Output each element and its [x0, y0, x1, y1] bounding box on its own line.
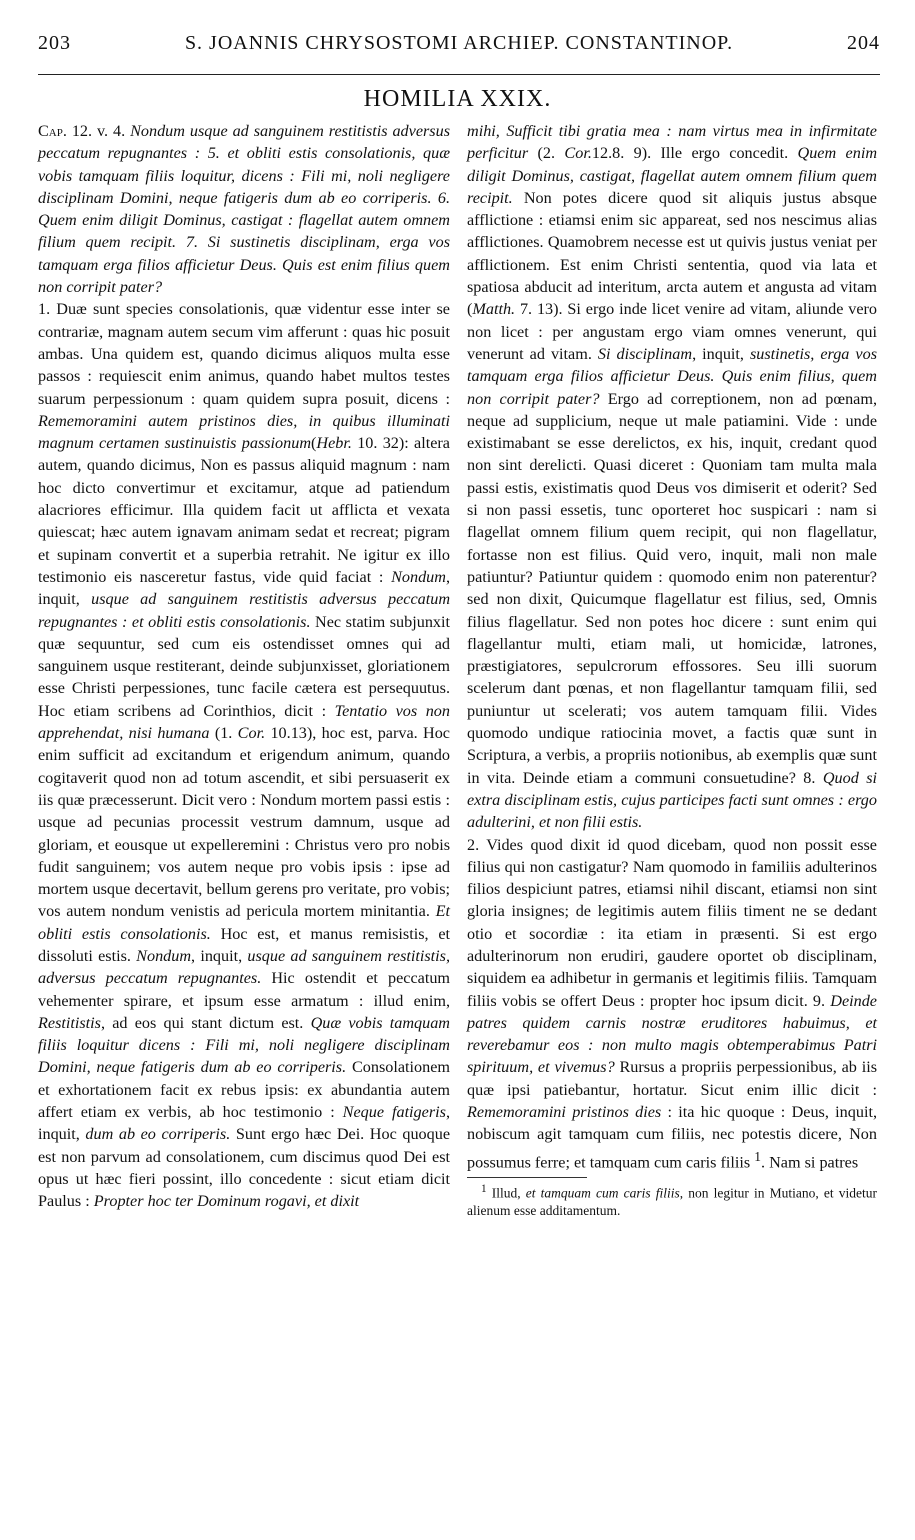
page-number-left: 203 [38, 32, 71, 54]
footnote-rule [467, 1177, 587, 1178]
footnote: $^1$ Illud, et tamquam cum caris filiis, non legitur in Mutiano, et videtur alienum esse additamentum. [467, 1183, 877, 1218]
homily-title: HOMILIA XXIX. [363, 86, 552, 112]
paragraph: 1. Duæ sunt species consolationis, quæ videntur esse inter se contrariæ, magnam autem secum vim afferunt : quas hic posuit ambas. Una quidem est, quando dicimus aliquos multa esse passos : requiescit enim animus, quando habet multos testes suarum perpessionum : quam quidem supra posuit, dicens : Rememoramini autem pristinos dies, in quibus illuminati magnum certamen sustinuistis passionum(Hebr. 10. 32): altera autem, quando dicimus, Non es passus aliquid magnum : nam hoc dicto convertimur et excitamur, atque ad patiendum alacriores efficimur. Illa quidem facit ut afflicta et vexata quiescat; hæc autem ignavam animam sedat et recreat; pigram et supinam convertit et a superbia retrahit. Ne igitur ex illo testimonio eis nasceretur fastus, vide quid faciat : Nondum, inquit, usque ad sanguinem restitistis adversus peccatum repugnantes : et obliti estis consolationis. Nec statim subjunxit quæ sequuntur, sed cum eis ostendisset omnes qui ad sanguinem usque restiterant, deinde subjunxisset, gloriationem esse Christi perpessiones, tunc facile cætera est persequutus. Hoc etiam scribens ad Corinthios, dicit : Tentatio vos non apprehendat, nisi humana (1. Cor. 10.13), hoc est, parva. Hoc enim sufficit ad excitandum et erigendum animum, quando cogitaverit quod non ad totum ascendit, et sibi persuaserit ex iis quæ præcesserunt. Dicit vero : Nondum mortem passi estis : usque ad pecunias processit vestrum damnum, usque ad gloriam, et eousque ut expelleremini : Christus vero pro nobis fudit sanguinem; vos autem neque pro vobis ipsis : ipse ad mortem usque decertavit, bellum gerens pro veritate, pro vobis; vos autem nondum venistis ad pericula mortem minitantia. Et obliti estis consolationis. Hoc est, et manus remisistis, et dissoluti estis. Nondum, inquit, usque ad sanguinem restitistis, adversus peccatum repugnantes. Hic ostendit et peccatum vehementer spirare, et ipsum esse armatum : illud enim, Restitistis, ad eos qui stant dictum est. Quæ vobis tamquam filiis loquitur dicens : Fili mi, noli negligere disciplinam Domini, neque fatigeris dum ab eo corriperis. Consolationem et exhortationem facit ex rebus ipsis: ex abundantia autem affert etiam ex verbis, ab hoc testimonio : Neque fatigeris, inquit, dum ab eo corriperis. Sunt ergo hæc Dei. Hoc quoque est non parvum ad consolationem, cum discimus quod Dei est opus ut hæc fieri possint, illo concedente : sicut etiam dicit Paulus : Propter hoc ter Dominum rogavi, et dixit [38, 300, 451, 1211]
paragraph: 2. Vides quod dixit id quod dicebam, quod non possit esse filius qui non castigatur? Nam quomodo in familiis adulterinos filios despiciunt patres, etiamsi nihil discant, etiamsi non sint gloria insignes; de legitimis autem filiis timent ne se dedant otio et socordiæ : ita etiam in præsenti. Si est ergo adulterinorum non erudiri, gaudere oportet ob disciplinam, siquidem ea adhibetur in germanis et legitimis filiis. Tamquam filiis vobis se offert Deus : propter hoc ipsum dicit. 9. Deinde patres quidem carnis nostræ eruditores habuimus, et reverebamur eos : non multo magis obtemperabimus Patri spirituum, et vivemus? Rursus a propriis perpessionibus, ab iis quæ ipsi patiebantur, hortatur. Sicut enim illic dicit : Rememoramini pristinos dies : ita hic quoque : Deus, inquit, nobiscum agit tamquam cum filiis, nec potestis dicere, Non possumus ferre; et tamquam cum caris filiis $^1$. Nam si patres [467, 835, 877, 1172]
paragraph: Cap. 12. v. 4. Nondum usque ad sanguinem restitistis adversus peccatum repugnantes : 5. et obliti estis consolationis, quæ vobis tamquam filiis loquitur, dicens : Fili mi, noli negligere disciplinam Domini, neque fatigeris dum ab eo corriperis. 6. Quem enim diligit Dominus, castigat : flagellat autem omnem filium quem recipit. 7. Si sustinetis disciplinam, erga vos tamquam erga filios afficietur Deus. Quis est enim filius quem non corripit pater? [38, 122, 451, 297]
paragraph: mihi, Sufficit tibi gratia mea : nam virtus mea in infirmitate perficitur (2. Cor.12.8. 9). Ille ergo concedit. Quem enim diligit Dominus, castigat, flagellat autem omnem filium quem recipit. Non potes dicere quod sit aliquis justus absque afflictione : etiamsi enim sic appareat, sed nos nescimus alias afflictiones. Quamobrem necesse est ut quivis justus veniat per afflictionem. Est enim Christi sententia, quod via lata et spatiosa abducit ad interitum, arcta autem et angusta ad vitam (Matth. 7. 13). Si ergo inde licet venire ad vitam, aliunde vero non licet : per angustam ergo viam omnes venerunt, qui venerunt ad vitam. Si disciplinam, inquit, sustinetis, erga vos tamquam erga filios afficietur Deus. Quis enim filius, quem non corripit pater? Ergo ad correptionem, non ad pœnam, neque ad supplicium, neque ut male patiamini. Vide : unde existimabant se esse derelictos, ex his, inquit, credant quod non sint derelicti. Quasi diceret : Quoniam tam multa mala passi estis, existimatis quod Deus vos dimiserit et oderit? Sed si non passi essetis, tunc oporteret hoc suspicari : nam si flagellat omnem filium quem recipit, qui non flagellatur, fortasse non est filius. Quid vero, inquit, mali non male patiuntur? Patiuntur quidem : quomodo enim non paterentur? sed non dixit, Quicumque flagellatur est filius, sed, Omnis filius flagellatur. Sed non potes hoc dicere : sunt enim qui flagellantur multi, etiam mali, ut homicidæ, latrones, præstigiatores, sepulcrorum effossores. Seu illi suorum scelerum dant pœnas, et non flagellantur tamquam filii, sed puniuntur ut scelerati; vos autem tamquam filii. Vides quomodo undique ratiocinia movet, a factis quæ sunt in Scriptura, a verbis, a propriis notionibus, ab exemplis quæ sunt in vita. Deinde etiam a communi consuetudine? 8. Quod si extra disciplinam estis, cujus participes facti sunt omnes : ergo adulterini, et non filii estis. [467, 122, 878, 832]
left-column [38, 120, 450, 1213]
right-column [467, 120, 877, 1219]
page-number-right: 204 [847, 32, 880, 54]
header-rule [38, 74, 880, 75]
running-title: S. JOANNIS CHRYSOSTOMI ARCHIEP. CONSTANTINOP. [184, 32, 734, 54]
running-head [38, 32, 880, 62]
